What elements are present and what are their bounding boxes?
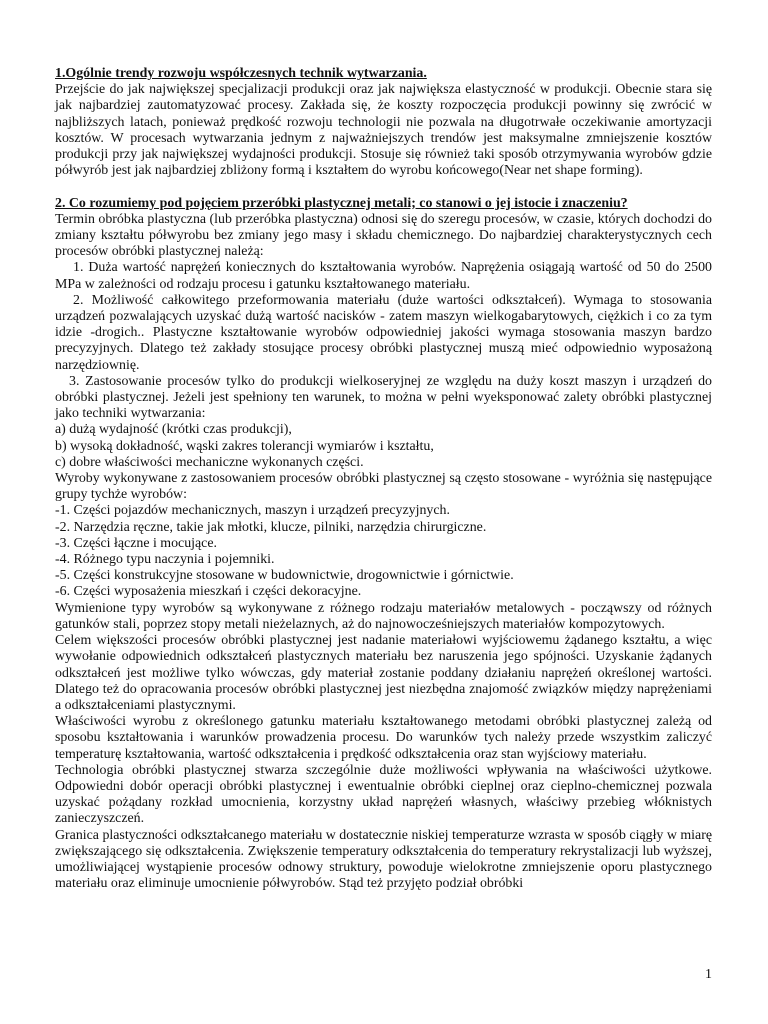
paragraph-gap: [55, 179, 712, 195]
body-paragraph: Właściwości wyrobu z określonego gatunku materiału kształtowanego metodami obróbki plastycznej zależą od sposobu kształtowania i warunków prowadzenia procesu. Do warunków tych należy przede wszystkim zaliczyć temperaturę kształtowania, wartość odkształcenia i prędkość odkształcenia oraz stan wyjściowy materiału.: [55, 714, 712, 762]
group-item: -6. Części wyposażenia mieszkań i części dekoracyjne.: [55, 584, 362, 600]
body-paragraph: Granica plastyczności odkształcanego materiału w dostatecznie niskiej temperaturze wzrasta w sposób ciągły w miarę zwiększającego się odkształcenia. Zwiększenie temperatury odkształcenia do temperatury rekrystalizacji lub wyższej, umożliwiającej wystąpienie procesów odnowy struktury, powoduje wielokrotne zmniejszenie oporu plastycznego materiału oraz eliminuje umocnienie półwyrobów. Stąd też przyjęto podział obróbki: [55, 827, 712, 892]
feature-item: 1. Duża wartość naprężeń koniecznych do kształtowania wyrobów. Naprężenia osiągają wartość od 50 do 2500 MPa w zależności od rodzaju procesu i gatunku kształtowanego materiału.: [55, 260, 712, 292]
group-item: -3. Części łączne i mocujące.: [55, 535, 217, 551]
group-item: -2. Narzędzia ręczne, takie jak młotki, klucze, pilniki, narzędzia chirurgiczne.: [55, 519, 487, 535]
body-paragraph: Wymienione typy wyrobów są wykonywane z różnego rodzaju materiałów metalowych - począwszy od różnych gatunków stali, poprzez stopy metali nieżelaznych, aż do najnowocześniejszych materiałów kompozytowych.: [55, 600, 712, 632]
feature-item: 2. Możliwość całkowitego przeformowania materiału (duże wartości odkształceń). Wymaga to stosowania urządzeń pozwalających uzyskać dużą wartość nacisków - zatem maszyn wielkogabarytowych, ciężkich i co za tym idzie -drogich.. Plastyczne kształtowanie wyrobów odpowiedniej jakości wymaga stosowania maszyn bardzo precyzyjnych. Dlatego też zakłady stosujące procesy obróbki plastycznej muszą mieć odpowiednio wyposażoną narzędziownię.: [55, 292, 712, 373]
groups-intro: Wyroby wykonywane z zastosowaniem procesów obróbki plastycznej są często stosowane - wyróżnia się następujące grupy tychże wyrobów:: [55, 471, 712, 503]
body-paragraph: Technologia obróbki plastycznej stwarza szczególnie duże możliwości wpływania na właściwości użytkowe. Odpowiedni dobór operacji obróbki plastycznej i ewentualnie obróbki cieplnej oraz cieplno-chemicznej pozwala uzyskać pożądany rozkład umocnienia, korzystny układ naprężeń własnych, właściwy przebieg włóknistych zanieczyszczeń.: [55, 762, 712, 827]
group-item: -5. Części konstrukcyjne stosowane w budownictwie, drogownictwie i górnictwie.: [55, 568, 514, 584]
advantage-item: b) wysoką dokładność, wąski zakres tolerancji wymiarów i kształtu,: [55, 438, 434, 454]
body-paragraph: Celem większości procesów obróbki plastycznej jest nadanie materiałowi wyjściowemu żądanego kształtu, a więc wywołanie odpowiednich odkształceń plastycznych materiału bez naruszenia jego spójności. Uzyskanie żądanych odkształceń jest możliwe tylko wówczas, gdy materiał zostanie poddany działaniu naprężeń określonej wartości. Dlatego też do opracowania procesów obróbki plastycznej jest niezbędna znajomość związków między naprężeniami a odkształceniami plastycznymi.: [55, 633, 712, 713]
group-item: -4. Różnego typu naczynia i pojemniki.: [55, 552, 275, 568]
advantage-item: a) dużą wydajność (krótki czas produkcji),: [55, 422, 292, 438]
section-1-body: Przejście do jak największej specjalizacji produkcji oraz jak największa elastyczność w produkcji. Obecnie stara się jak najbardziej zautomatyzować procesy. Zakłada się, że koszty rozpoczęcia produkcji powinny się zwrócić w najbliższych latach, ponieważ prędkość rozwoju technologii nie pozwala na długotrwałe oczekiwanie amortyzacji kosztów. W procesach wytwarzania jednym z najważniejszych trendów jest maksymalne zmniejszenie kosztów produkcji przy jak największej wydajności produkcji. Stosuje się również taki sposób otrzymywania wyrobów gdzie półwyrób jest jak najbardziej zbliżony formą i kształtem do wyrobu końcowego(Near net shape forming).: [55, 82, 712, 179]
feature-item: 3. Zastosowanie procesów tylko do produkcji wielkoseryjnej ze względu na duży koszt maszyn i urządzeń do obróbki plastycznej. Jeżeli jest spełniony ten warunek, to można w pełni wyeksponować zalety obróbki plastycznej jako techniki wytwarzania:: [55, 373, 712, 422]
page-number: 1: [705, 967, 712, 982]
group-item: -1. Części pojazdów mechanicznych, maszyn i urządzeń precyzyjnych.: [55, 503, 450, 519]
section-2-intro: Termin obróbka plastyczna (lub przeróbka plastyczna) odnosi się do szeregu procesów, w czasie, których dochodzi do zmiany kształtu półwyrobu bez zmiany jego masy i składu chemicznego. Do najbardziej charakterystycznych cech procesów obróbki plastycznej należą:: [55, 211, 712, 260]
document-page: [55, 66, 712, 892]
advantage-item: c) dobre właściwości mechaniczne wykonanych części.: [55, 454, 364, 470]
section-1-heading: 1.Ogólnie trendy rozwoju współczesnych technik wytwarzania.: [55, 66, 427, 81]
section-2-heading: 2. Co rozumiemy pod pojęciem przeróbki plastycznej metali; co stanowi o jej istocie i znaczeniu?: [55, 195, 628, 211]
